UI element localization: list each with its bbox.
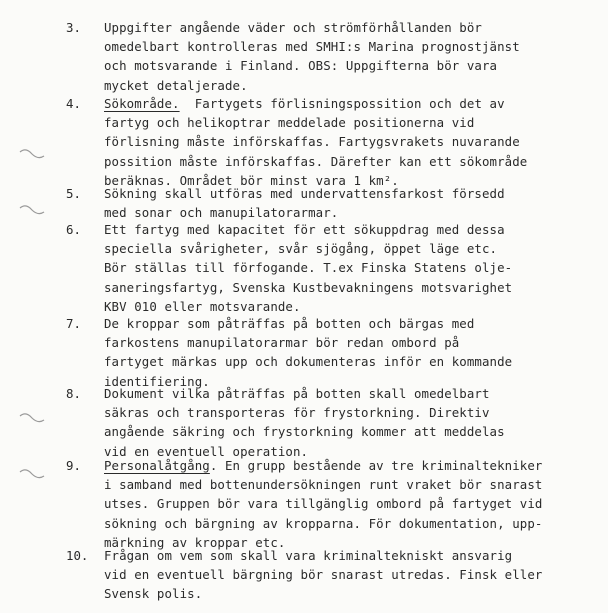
item-number: 3. bbox=[66, 20, 81, 35]
margin-mark bbox=[18, 148, 46, 162]
item-number: 5. bbox=[66, 186, 81, 201]
text-line: Svensk polis. bbox=[104, 586, 203, 602]
item-number: 10. bbox=[66, 548, 89, 563]
text-line: mycket detaljerade. bbox=[104, 77, 248, 93]
item-number: 6. bbox=[66, 222, 81, 237]
item-text bbox=[104, 314, 604, 391]
text-line: fartyg och helikoptrar meddelade positionerna vid bbox=[104, 115, 475, 131]
text-line: omedelbart kontrolleras med SMHI:s Marina prognostjänst bbox=[104, 39, 520, 55]
text-line: KBV 010 eller motsvarande. bbox=[104, 298, 301, 314]
text-line: utses. Gruppen bör vara tillgänglig ombord på fartyget vid bbox=[104, 496, 543, 512]
text-line bbox=[104, 94, 604, 113]
item-text bbox=[104, 384, 604, 461]
text-line: i samband med bottenundersökningen runt vraket bör snarast bbox=[104, 477, 543, 493]
text-line: och motsvarande i Finland. OBS: Uppgifterna bör vara bbox=[104, 58, 498, 74]
item-text bbox=[104, 94, 604, 190]
item-text bbox=[104, 220, 604, 316]
item-number: 9. bbox=[66, 458, 81, 473]
text-line: identifiering. bbox=[104, 373, 210, 389]
text-line: saneringsfartyg, Svenska Kustbevakningens motsvarighet bbox=[104, 279, 513, 295]
text-line: med sonar och manupilatorarmar. bbox=[104, 205, 339, 221]
text-line: De kroppar som påträffas på botten och bärgas med bbox=[104, 316, 475, 331]
text-line: fartyget märkas upp och dokumenteras inför en kommande bbox=[104, 354, 513, 370]
margin-mark bbox=[18, 412, 46, 426]
text-line: märkning av kroppar etc. bbox=[104, 534, 286, 550]
item-number: 8. bbox=[66, 386, 81, 401]
text-line: vid en eventuell operation. bbox=[104, 443, 309, 459]
text-line: sökning och bärgning av kropparna. För dokumentation, upp- bbox=[104, 515, 543, 531]
margin-mark bbox=[18, 468, 46, 482]
text-line: Bör ställas till förfogande. T.ex Finska Statens olje- bbox=[104, 260, 513, 276]
text-line bbox=[104, 456, 604, 475]
text-fragment: . En grupp bestående av tre kriminaltekniker bbox=[209, 458, 543, 473]
text-line: Ett fartyg med kapacitet för ett sökuppdrag med dessa bbox=[104, 222, 505, 237]
item-text bbox=[104, 546, 604, 604]
text-line: Uppgifter angående väder och strömförhållanden bör bbox=[104, 20, 482, 35]
section-heading: Sökområde. bbox=[104, 96, 180, 111]
margin-mark bbox=[18, 204, 46, 218]
item-text bbox=[104, 184, 604, 222]
text-line: possition måste införskaffas. Därefter kan ett sökområde bbox=[104, 153, 528, 169]
text-line: förlisning måste införskaffas. Fartygsvrakets nuvarande bbox=[104, 134, 520, 150]
text-line: angående säkring och frystorkning kommer att meddelas bbox=[104, 424, 505, 440]
text-fragment: Fartygets förlisningspossition och det av bbox=[179, 96, 505, 111]
text-line: vid en eventuell bärgning bör snarast utredas. Finsk eller bbox=[104, 567, 543, 583]
text-line: speciella svårigheter, svår sjögång, öppet läge etc. bbox=[104, 241, 498, 257]
text-line: Sökning skall utföras med undervattensfarkost försedd bbox=[104, 186, 505, 201]
text-line: Dokument vilka påträffas på botten skall omedelbart bbox=[104, 386, 490, 401]
item-number: 7. bbox=[66, 316, 81, 331]
text-line: farkostens manupilatorarmar bör redan ombord på bbox=[104, 335, 460, 351]
item-text bbox=[104, 18, 604, 95]
text-line: beräknas. Området bör minst vara 1 km². bbox=[104, 172, 399, 188]
text-line: säkras och transporteras för frystorkning. Direktiv bbox=[104, 405, 490, 421]
item-text bbox=[104, 456, 604, 552]
text-line: Frågan om vem som skall vara kriminaltekniskt ansvarig bbox=[104, 548, 513, 563]
item-number: 4. bbox=[66, 96, 81, 111]
section-heading: Personalåtgång bbox=[104, 458, 210, 473]
